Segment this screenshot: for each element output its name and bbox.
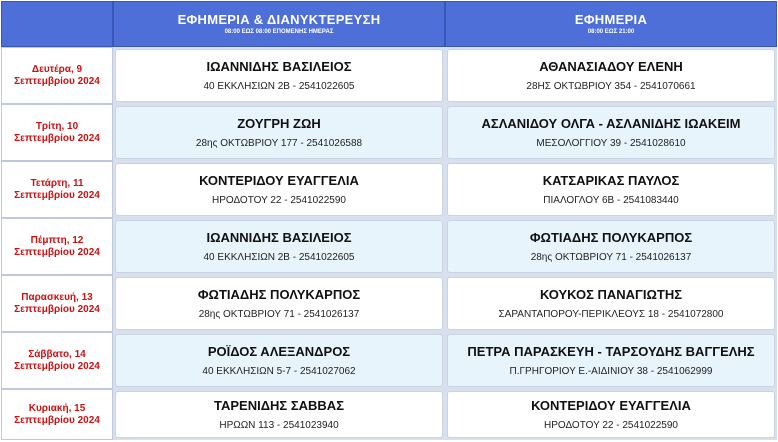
night-duty-title: ΕΦΗΜΕΡΙΑ & ΔΙΑΝΥΚΤΕΡΕΥΣΗ xyxy=(177,12,381,27)
day-cell xyxy=(1,104,113,161)
day-name: Πέμπτη, 12 xyxy=(30,234,84,246)
pharmacy-address-phone: 40 ΕΚΚΛΗΣΙΩΝ 2Β - 2541022605 xyxy=(203,251,355,263)
pharmacy-name: ΠΕΤΡΑ ΠΑΡΑΣΚΕΥΗ - ΤΑΡΣΟΥΔΗΣ ΒΑΓΓΕΛΗΣ xyxy=(467,343,755,359)
pharmacy-duty-schedule xyxy=(1,1,777,440)
pharmacy-name: ΤΑΡΕΝΙΔΗΣ ΣΑΒΒΑΣ xyxy=(213,397,344,413)
day-name: Παρασκευή, 13 xyxy=(21,291,93,303)
pharmacy-address-phone: 28ης ΟΚΤΩΒΡΙΟΥ 177 - 2541026588 xyxy=(195,137,363,149)
pharmacy-name: ΚΑΤΣΑΡΙΚΑΣ ΠΑΥΛΟΣ xyxy=(542,172,680,188)
day-cell xyxy=(1,161,113,218)
day-cell xyxy=(1,47,113,104)
night-pharmacy xyxy=(115,106,443,159)
day-name: Δευτέρα, 9 xyxy=(31,63,83,75)
pharmacy-address-phone: ΗΡΟΔΟΤΟΥ 22 - 2541022590 xyxy=(544,419,678,431)
day-duty-hours: 08:00 ΕΩΣ 21:00 xyxy=(587,29,635,35)
night-pharmacy xyxy=(115,49,443,102)
day-name: Σάββατο, 14 xyxy=(28,348,86,360)
night-pharmacy xyxy=(115,163,443,216)
pharmacy-address-phone: 28ης ΟΚΤΩΒΡΙΟΥ 71 - 2541026137 xyxy=(530,251,692,263)
pharmacy-name: ΙΩΑΝΝΙΔΗΣ ΒΑΣΙΛΕΙΟΣ xyxy=(206,58,352,74)
day-duty-title: ΕΦΗΜΕΡΙΑ xyxy=(574,12,648,27)
day-name: Τετάρτη, 11 xyxy=(30,177,84,189)
pharmacy-name: ΙΩΑΝΝΙΔΗΣ ΒΑΣΙΛΕΙΟΣ xyxy=(206,229,352,245)
night-pharmacy xyxy=(115,277,443,330)
day-cell xyxy=(1,389,113,440)
day-month: Σεπτεμβρίου 2024 xyxy=(14,75,100,87)
day-month: Σεπτεμβρίου 2024 xyxy=(14,132,100,144)
day-name: Τρίτη, 10 xyxy=(35,120,79,132)
day-month: Σεπτεμβρίου 2024 xyxy=(14,303,100,315)
pharmacy-name: ΦΩΤΙΑΔΗΣ ΠΟΛΥΚΑΡΠΟΣ xyxy=(529,229,693,245)
day-pharmacy xyxy=(447,106,775,159)
corner-header xyxy=(1,1,113,47)
pharmacy-name: ΑΣΛΑΝΙΔΟΥ ΟΛΓΑ - ΑΣΛΑΝΙΔΗΣ ΙΩΑΚΕΙΜ xyxy=(481,115,741,131)
day-pharmacy xyxy=(447,163,775,216)
day-month: Σεπτεμβρίου 2024 xyxy=(14,189,100,201)
pharmacy-address-phone: ΗΡΩΩΝ 113 - 2541023940 xyxy=(219,419,339,431)
pharmacy-address-phone: ΣΑΡΑΝΤΑΠΟΡΟΥ-ΠΕΡΙΚΛΕΟΥΣ 18 - 2541072800 xyxy=(498,308,724,320)
pharmacy-address-phone: 28ης ΟΚΤΩΒΡΙΟΥ 71 - 2541026137 xyxy=(198,308,360,320)
day-name: Κυριακή, 15 xyxy=(28,402,86,414)
pharmacy-name: ΚΟΝΤΕΡΙΔΟΥ ΕΥΑΓΓΕΛΙΑ xyxy=(531,397,691,413)
day-month: Σεπτεμβρίου 2024 xyxy=(14,414,100,426)
pharmacy-name: ΚΟΥΚΟΣ ΠΑΝΑΓΙΩΤΗΣ xyxy=(539,286,683,302)
night-pharmacy xyxy=(115,220,443,273)
day-cell xyxy=(1,275,113,332)
night-duty-hours: 08:00 ΕΩΣ 08:00 ΕΠΟΜΕΝΗΣ ΗΜΕΡΑΣ xyxy=(224,29,334,35)
day-pharmacy xyxy=(447,49,775,102)
night-pharmacy xyxy=(115,391,443,438)
night-duty-header xyxy=(113,1,445,47)
day-pharmacy xyxy=(447,277,775,330)
day-month: Σεπτεμβρίου 2024 xyxy=(14,246,100,258)
pharmacy-address-phone: Π.ΓΡΗΓΟΡΙΟΥ Ε.-ΑΙΔΙΝΙΟΥ 38 - 2541062999 xyxy=(509,365,713,377)
pharmacy-address-phone: ΜΕΣΟΛΟΓΓΙΟΥ 39 - 2541028610 xyxy=(536,137,686,149)
pharmacy-name: ΖΟΥΓΡΗ ΖΩΗ xyxy=(237,115,321,131)
pharmacy-address-phone: ΗΡΟΔΟΤΟΥ 22 - 2541022590 xyxy=(212,194,346,206)
pharmacy-address-phone: 28ΗΣ ΟΚΤΩΒΡΙΟΥ 354 - 2541070661 xyxy=(526,80,696,92)
pharmacy-name: ΚΟΝΤΕΡΙΔΟΥ ΕΥΑΓΓΕΛΙΑ xyxy=(199,172,359,188)
night-pharmacy xyxy=(115,334,443,387)
day-cell xyxy=(1,332,113,389)
day-pharmacy xyxy=(447,334,775,387)
day-pharmacy xyxy=(447,220,775,273)
pharmacy-address-phone: 40 ΕΚΚΛΗΣΙΩΝ 2Β - 2541022605 xyxy=(203,80,355,92)
day-cell xyxy=(1,218,113,275)
day-duty-header xyxy=(445,1,777,47)
pharmacy-address-phone: ΠΙΑΛΟΓΛΟΥ 6Β - 2541083440 xyxy=(543,194,679,206)
pharmacy-address-phone: 40 ΕΚΚΛΗΣΙΩΝ 5-7 - 2541027062 xyxy=(202,365,356,377)
day-pharmacy xyxy=(447,391,775,438)
pharmacy-name: ΑΘΑΝΑΣΙΑΔΟΥ ΕΛΕΝΗ xyxy=(539,58,683,74)
pharmacy-name: ΦΩΤΙΑΔΗΣ ΠΟΛΥΚΑΡΠΟΣ xyxy=(197,286,361,302)
pharmacy-name: ΡΟΪΔΟΣ ΑΛΕΞΑΝΔΡΟΣ xyxy=(207,343,351,359)
day-month: Σεπτεμβρίου 2024 xyxy=(14,360,100,372)
